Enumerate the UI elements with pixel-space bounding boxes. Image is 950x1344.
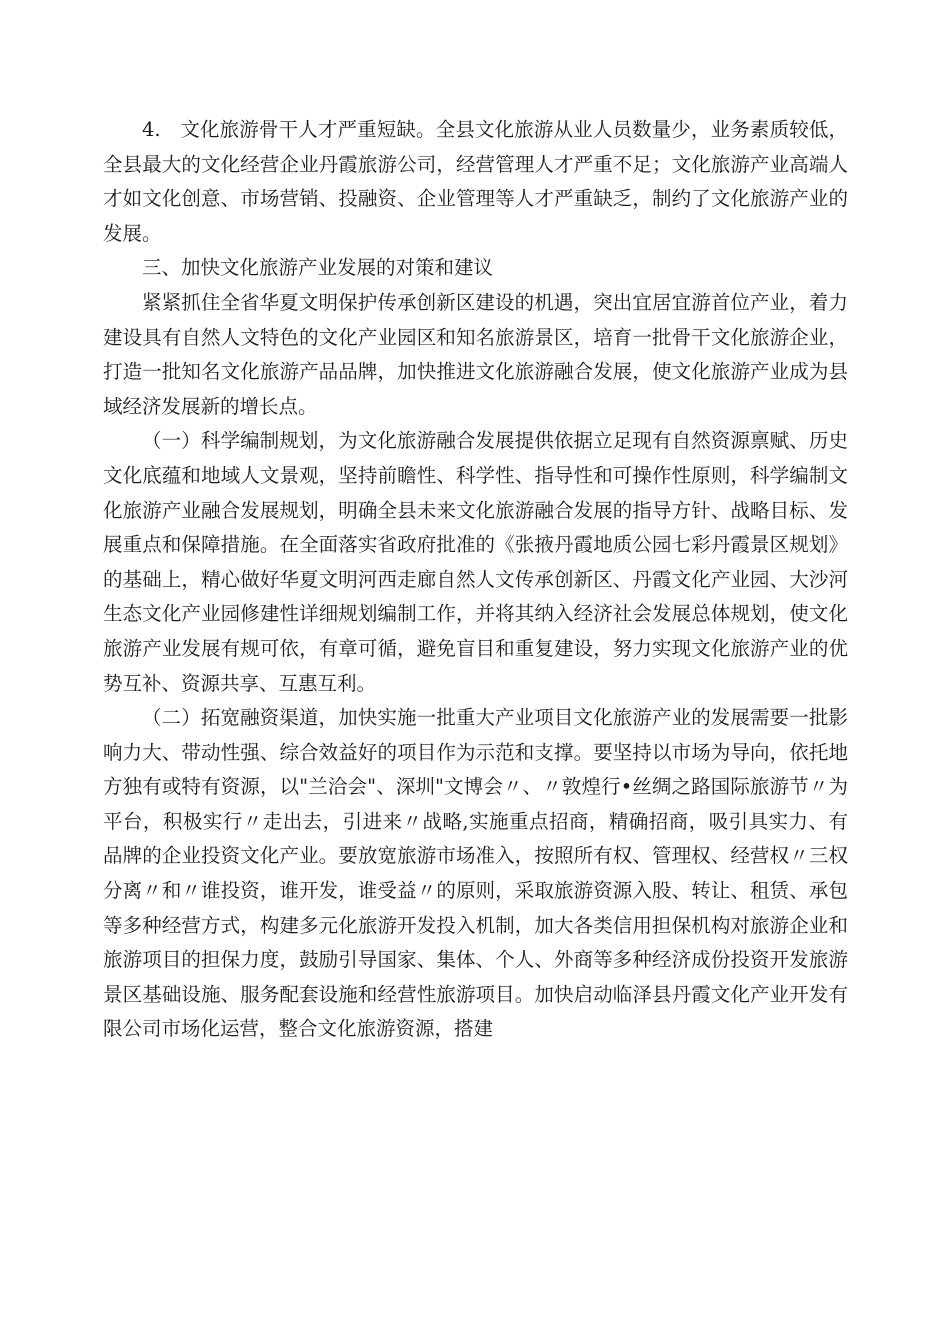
paragraph-talent-shortage: 4. 文化旅游骨干人才严重短缺。全县文化旅游从业人员数量少，业务素质较低，全县最大的文化经营企业丹霞旅游公司，经营管理人才严重不足；文化旅游产业高端人才如文化创意、市场营销、投融资、企业管理等人才严重缺乏，制约了文化旅游产业的发展。 (103, 118, 848, 245)
document-body (103, 113, 848, 1047)
section-heading-countermeasures: 三、加快文化旅游产业发展的对策和建议 (142, 256, 494, 280)
paragraph-planning: （一）科学编制规划，为文化旅游融合发展提供依据立足现有自然资源禀赋、历史文化底蕴和地域人文景观，坚持前瞻性、科学性、指导性和可操作性原则，科学编制文化旅游产业融合发展规划，明确全县未来文化旅游融合发展的指导方针、战略目标、发展重点和保障措施。在全面落实省政府批准的《张掖丹霞地质公园七彩丹霞景区规划》的基础上，精心做好华夏文明河西走廊自然人文传承创新区、丹霞文化产业园、大沙河生态文化产业园修建性详细规划编制工作，并将其纳入经济社会发展总体规划，使文化旅游产业发展有规可依，有章可循，避免盲目和重复建设，努力实现文化旅游产业的优势互补、资源共享、互惠互利。 (103, 429, 848, 695)
paragraph-financing: （二）拓宽融资渠道，加快实施一批重大产业项目文化旅游产业的发展需要一批影响力大、带动性强、综合效益好的项目作为示范和支撑。要坚持以市场为导向，依托地方独有或特有资源，以"兰洽会"、深圳"文博会〃、〃敦煌行•丝绸之路国际旅游节〃为平台，积极实行〃走出去，引进来〃战略,实施重点招商，精确招商，吸引具实力、有品牌的企业投资文化产业。要放宽旅游市场准入，按照所有权、管理权、经营权〃三权分离〃和〃谁投资，谁开发，谁受益〃的原则，采取旅游资源入股、转让、租赁、承包等多种经营方式，构建多元化旅游开发投入机制，加大各类信用担保机构对旅游企业和旅游项目的担保力度，鼓励引导国家、集体、个人、外商等多种经济成份投资开发旅游景区基础设施、服务配套设施和经营性旅游项目。加快启动临泽县丹霞文化产业开发有限公司市场化运营，整合文化旅游资源，搭建 (103, 706, 848, 1041)
paragraph-opportunity: 紧紧抓住全省华夏文明保护传承创新区建设的机遇，突出宜居宜游首位产业，着力建设具有自然人文特色的文化产业园区和知名旅游景区，培育一批骨干文化旅游企业，打造一批知名文化旅游产品品牌，加快推进文化旅游融合发展，使文化旅游产业成为县域经济发展新的增长点。 (103, 290, 848, 418)
